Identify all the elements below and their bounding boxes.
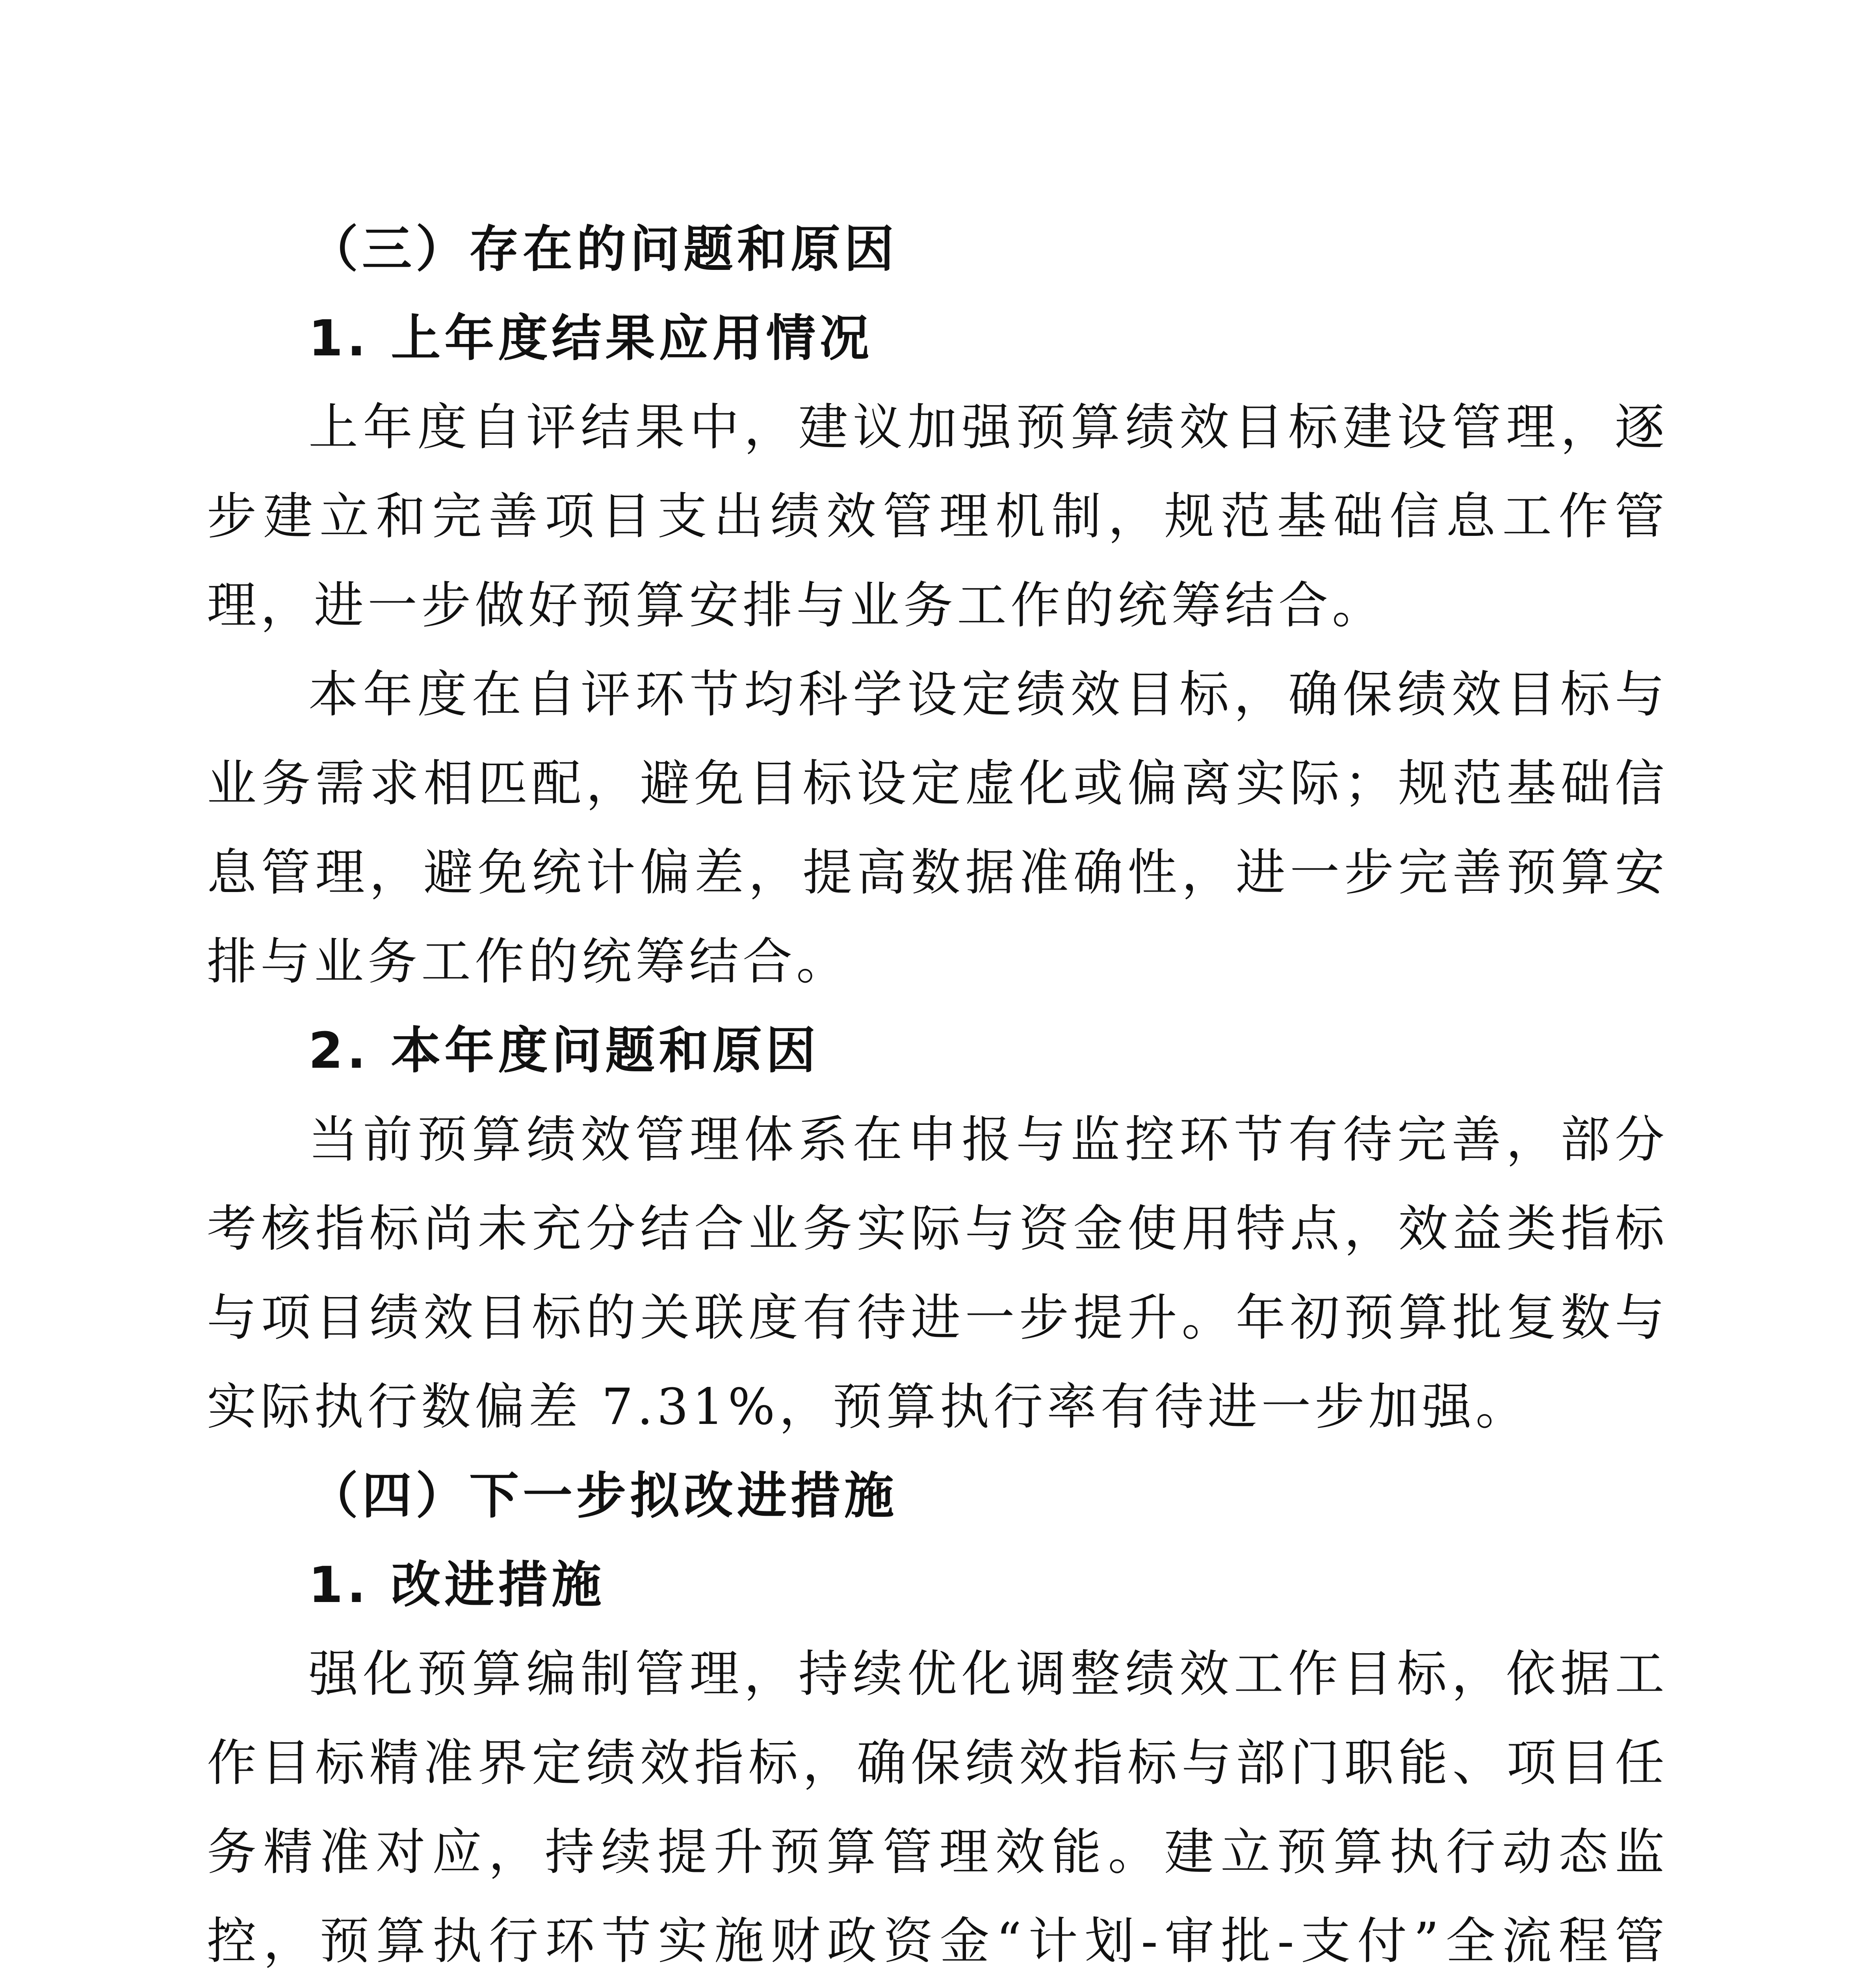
paragraph-3-1-2: 本年度在自评环节均科学设定绩效目标，确保绩效目标与业务需求相匹配，避免目标设定虚化或偏离实际；规范基础信息管理，避免统计偏差，提高数据准确性，进一步完善预算安排与业务工作的统筹结合。 [207, 665, 1668, 991]
subsection-heading-4-1: 1. 改进措施 [308, 1556, 606, 1614]
subsection-heading-3-1: 1. 上年度结果应用情况 [308, 309, 873, 367]
section-heading-4: （四）下一步拟改进措施 [308, 1467, 898, 1525]
paragraph-3-1-1: 上年度自评结果中，建议加强预算绩效目标建设管理，逐步建立和完善项目支出绩效管理机制，规范基础信息工作管理，进一步做好预算安排与业务工作的统筹结合。 [207, 398, 1668, 634]
subsection-heading-3-2: 2. 本年度问题和原因 [308, 1022, 820, 1080]
section-heading-3: （三）存在的问题和原因 [308, 220, 898, 278]
paragraph-4-1-1: 强化预算编制管理，持续优化调整绩效工作目标，依据工作目标精准界定绩效指标，确保绩效指标与部门职能、项目任务精准对应，持续提升预算管理效能。建立预算执行动态监控，预算执行环节实施财政资金“计划-审批-支付”全流程管 [207, 1645, 1668, 1970]
paragraph-3-2-1: 当前预算绩效管理体系在申报与监控环节有待完善，部分考核指标尚未充分结合业务实际与资金使用特点，效益类指标与项目绩效目标的关联度有待进一步提升。年初预算批复数与实际执行数偏差 7.31%，预算执行率有待进一步加强。 [207, 1111, 1668, 1436]
document-body [207, 205, 1668, 1970]
